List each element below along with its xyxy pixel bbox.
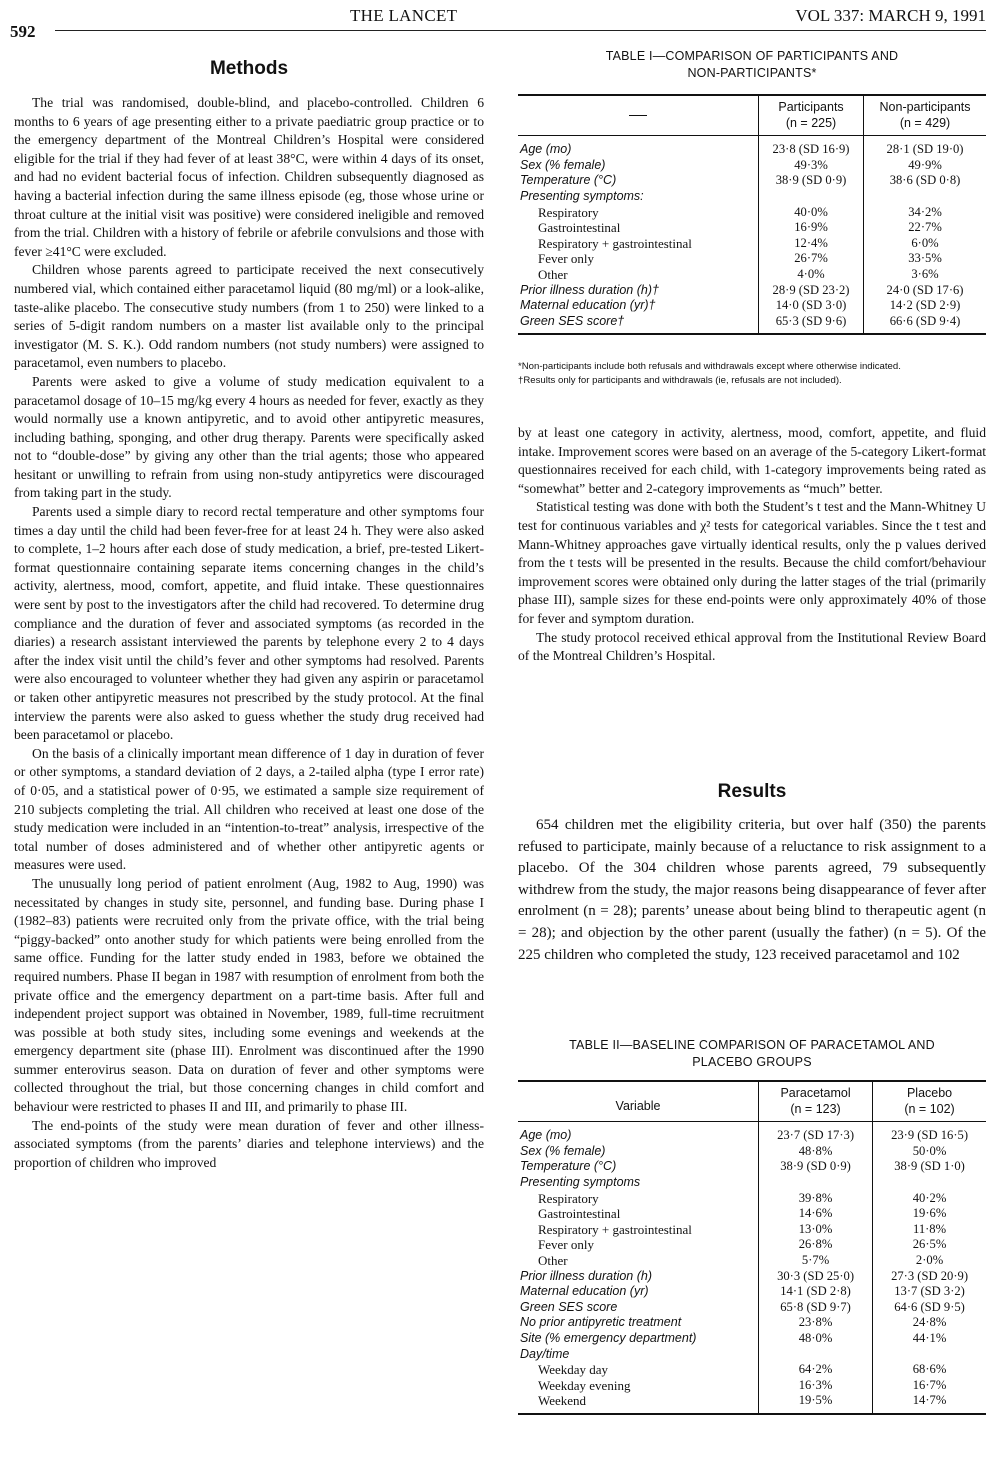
paragraph: by at least one category in activity, alertness, mood, comfort, appetite, and fluid intake. Improvement scores were based on an average of the 5-category Likert-format questionnaires received for each child, with 1-category improvements being rated as “somewhat” better and 2-category improvements as “much” better. [518,425,986,496]
cell-value [873,1347,986,1363]
paragraph: Parents were asked to give a volume of study medication equivalent to a paracetamol dosage of 10–15 mg/kg every 4 hours as needed for fever, exactly as they would normally use a known antipyretic, and to avoid other antipyretic measures, including bathing, sponging, and other drug therapy. Parents were specifically asked not to “double-dose” by giving any other than the trial agents; those who appeared hesitant or unwilling to refrain from using non-study antipyretics were discouraged from taking part in the study. [14,373,484,501]
cell-value [759,1347,873,1363]
table-row [518,298,986,314]
cell-value: 16·9% [759,220,864,236]
cell-value: 48·8% [759,1144,873,1160]
cell-value: 65·8 (SD 9·7) [759,1300,873,1316]
table-row [518,1362,986,1378]
cell-value: 13·0% [759,1222,873,1238]
table-row [518,1269,986,1285]
row-label: Weekend [518,1393,759,1414]
page-number: 592 [10,22,36,41]
table2-title [518,1037,986,1071]
cell-value: 14·1 (SD 2·8) [759,1284,873,1300]
cell-value: 28·1 (SD 19·0) [864,136,986,158]
cell-value [759,189,864,205]
cell-value: 38·9 (SD 0·9) [759,173,864,189]
cell-value: 2·0% [873,1253,986,1269]
table-row [518,173,986,189]
row-label: Other [538,1252,568,1268]
table-row [518,1331,986,1347]
cell-value: 39·8% [759,1191,873,1207]
row-label: Day/time [520,1346,570,1361]
results-heading: Results [717,781,787,802]
cell-value: 12·4% [759,236,864,252]
table-row [518,283,986,299]
cell-value: 40·2% [873,1191,986,1207]
table-row [518,1144,986,1160]
table1 [518,94,986,335]
row-label: Maternal education (yr) [520,1284,649,1299]
footnote: *Non-participants include both refusals and withdrawals except where otherwise indicated. [518,361,901,372]
table-row [518,220,986,236]
cell-value: 34·2% [864,205,986,221]
dash-mark [629,115,647,116]
table-row [518,158,986,174]
table-row [518,1122,986,1144]
paragraph: Children whose parents agreed to participate received the next consecutively numbered vial, which contained either paracetamol liquid (80 mg/ml) or a look-alike, taste-alike placebo. The consecutive study numbers (from 1 to 250) were linked to a series of 5-digit random numbers on a master list available only to the principal investigator (M. S. K.). Odd random numbers (not study numbers) were assigned to paracetamol, even numbers to placebo. [14,262,484,371]
table-row [518,1284,986,1300]
table2-title-line1: TABLE II—BASELINE COMPARISON OF PARACETAMOL AND [569,1038,935,1052]
table1-title [518,48,986,82]
row-label: Presenting symptoms: [520,188,644,203]
row-label: Site (% emergency department) [520,1330,697,1345]
cell-value: 38·6 (SD 0·8) [864,173,986,189]
cell-value: 14·2 (SD 2·9) [864,298,986,314]
cell-value: 13·7 (SD 3·2) [873,1284,986,1300]
row-label: Fever only [538,251,594,267]
cell-value [864,189,986,205]
col-header-line1: Placebo [906,1086,953,1100]
row-label: Other [538,266,568,282]
row-label: Respiratory + gastrointestinal [538,235,692,251]
table2-col-header-paracetamol [759,1081,873,1122]
cell-value: 23·8 (SD 16·9) [759,136,864,158]
cell-value: 11·8% [873,1222,986,1238]
col-header-line1: Non-participants [879,100,971,114]
col-header-line1: Paracetamol [780,1086,851,1100]
table-row [518,189,986,205]
table2-col-header-placebo [873,1081,986,1122]
cell-value: 24·8% [873,1315,986,1331]
table1-footnotes [518,360,986,388]
table2-variable-header: Variable [518,1081,759,1122]
cell-value: 27·3 (SD 20·9) [873,1269,986,1285]
row-label: Weekday day [538,1362,609,1378]
footnote: †Results only for participants and withdrawals (ie, refusals are not included). [518,375,842,386]
row-label: Green SES score [520,1299,618,1314]
table-row [518,1175,986,1191]
paragraph: The unusually long period of patient enrolment (Aug, 1982 to Aug, 1990) was necessitated by changes in study site, personnel, and funding base. During phase I (1982–83) patients were recruited only from the private office, with the trial being “piggy-backed” onto another study for which patients were being enrolled from the same office. Funding for the latter study ended in 1983, before we obtained the required numbers. Phase II began in 1987 with resumption of enrolment from both the private office and the emergency department on a part-time basis. After full and independent project support was obtained in November, 1989, full-time recruitment was possible at both study sites, including some evenings and weekends at the emergency department site (phase III). Enrolment was discontinued after the 1990 summer enterovirus season. Data on duration of fever and other symptoms were collected throughout the trial, but those concerning changes in child comfort and behaviour were restricted to phases II and III, and primarily to phase III. [14,875,484,1115]
cell-value: 26·5% [873,1237,986,1253]
cell-value: 33·5% [864,251,986,267]
row-label: Gastrointestinal [538,1206,621,1222]
methods-continued [518,424,986,666]
paragraph: 654 children met the eligibility criteria, but over half (350) the parents refused to participate, mainly because of a reluctance to risk assignment to a placebo. Of the 304 children whose parents agreed, 79 subsequently withdrew from the study, the major reasons being disappearance of fever after enrolment (n = 28); parents’ unease about being blind to therapeutic agent (n = 28); and objection by the other parent (usually the father) (n = 5). Of the 225 children who completed the study, 123 received paracetamol and 102 [518,817,987,963]
paragraph: The study protocol received ethical approval from the Institutional Review Board of the Montreal Children’s Hospital. [518,629,986,664]
cell-value: 48·0% [759,1331,873,1347]
table1-title-line1: TABLE I—COMPARISON OF PARTICIPANTS AND [605,49,899,63]
cell-value: 64·6 (SD 9·5) [873,1300,986,1316]
col-header-line2: (n = 123) [790,1101,841,1116]
table-row [518,1253,986,1269]
row-label: Weekday evening [538,1377,631,1393]
cell-value: 5·7% [759,1253,873,1269]
cell-value: 49·3% [759,158,864,174]
table-row [518,1300,986,1316]
row-label: Respiratory + gastrointestinal [538,1221,692,1237]
cell-value: 14·7% [873,1393,986,1414]
row-label: No prior antipyretic treatment [520,1315,682,1330]
cell-value: 3·6% [864,267,986,283]
cell-value: 16·7% [873,1378,986,1394]
cell-value: 19·6% [873,1206,986,1222]
row-label: Fever only [538,1237,594,1253]
table-row [518,136,986,158]
row-label: Prior illness duration (h)† [520,282,659,297]
row-label: Prior illness duration (h) [520,1268,652,1283]
cell-value: 14·6% [759,1206,873,1222]
table-row [518,267,986,283]
table1-col-header-non-participants [864,95,986,136]
cell-value: 30·3 (SD 25·0) [759,1269,873,1285]
cell-value: 6·0% [864,236,986,252]
cell-value: 23·8% [759,1315,873,1331]
cell-value: 23·9 (SD 16·5) [873,1122,986,1144]
table-row [518,1378,986,1394]
cell-value: 4·0% [759,267,864,283]
results-body [518,815,986,966]
table-row [518,1191,986,1207]
row-label: Sex (% female) [520,1143,606,1158]
table2-title-line2: PLACEBO GROUPS [692,1055,812,1069]
journal-title: THE LANCET [350,6,458,25]
col-header-line2: (n = 429) [899,115,951,130]
table1-title-line2: NON-PARTICIPANTS* [687,66,817,80]
cell-value: 64·2% [759,1362,873,1378]
row-label: Age (mo) [520,1128,572,1143]
table-row [518,1206,986,1222]
row-label: Green SES score† [518,314,759,335]
volume-date: VOL 337: MARCH 9, 1991 [795,6,986,25]
row-label: Age (mo) [520,142,572,157]
cell-value: 38·9 (SD 0·9) [759,1159,873,1175]
cell-value: 26·8% [759,1237,873,1253]
cell-value: 22·7% [864,220,986,236]
row-label: Presenting symptoms [520,1174,641,1189]
table-row [518,1237,986,1253]
table-row [518,251,986,267]
table-row [518,1222,986,1238]
table1-empty-header [518,95,759,136]
cell-value: 14·0 (SD 3·0) [759,298,864,314]
cell-value: 66·6 (SD 9·4) [864,314,986,335]
row-label: Maternal education (yr)† [520,298,656,313]
paragraph: The end-points of the study were mean duration of fever and other illness-associated symptoms (from the parents’ diaries and telephone interviews) and the proportion of children who improved [14,1117,484,1170]
header-rule [55,30,986,31]
cell-value: 19·5% [759,1393,873,1414]
cell-value [873,1175,986,1191]
cell-value: 68·6% [873,1362,986,1378]
methods-heading: Methods [209,58,289,79]
col-header-line2: (n = 225) [785,115,837,130]
cell-value: 26·7% [759,251,864,267]
paragraph: The trial was randomised, double-blind, and placebo-controlled. Children 6 months to 6 years of age presenting either to a private paediatric group practice or to the emergency department of the Montreal Children’s Hospital were considered eligible for the trial if they had fever of at least 38°C, were within 4 days of its onset, and had no evident bacterial focus of infection. Children subsequently diagnosed as having a bacterial infection during the same illness episode (eg, those whose urine or throat culture at the initial visit was positive) were considered ineligible and removed from the trial. Children with a history of febrile or afebrile convulsions and those with fever ≥41°C were excluded. [14,95,484,259]
cell-value: 49·9% [864,158,986,174]
row-label: Sex (% female) [520,157,606,172]
methods-body [14,94,484,1172]
col-header-line1: Participants [778,100,844,114]
cell-value: 65·3 (SD 9·6) [759,314,864,335]
row-label: Respiratory [538,204,599,220]
row-label: Temperature (°C) [520,173,617,188]
cell-value: 16·3% [759,1378,873,1394]
cell-value [759,1175,873,1191]
cell-value: 44·1% [873,1331,986,1347]
table-row [518,1393,986,1414]
table-row [518,236,986,252]
table-row [518,1347,986,1363]
cell-value: 50·0% [873,1144,986,1160]
row-label: Temperature (°C) [520,1159,617,1174]
table-row [518,205,986,221]
cell-value: 24·0 (SD 17·6) [864,283,986,299]
table-row [518,1159,986,1175]
cell-value: 38·9 (SD 1·0) [873,1159,986,1175]
table1-col-header-participants [759,95,864,136]
col-header-line2: (n = 102) [904,1101,955,1116]
row-label: Gastrointestinal [538,220,621,236]
table-row [518,314,986,335]
paragraph: Statistical testing was done with both the Student’s t test and the Mann-Whitney U test for continuous variables and χ² tests for categorical variables. Since the t test and Mann-Whitney approaches gave virtually identical results, only the p values derived from the t tests will be presented in the results. Because the child comfort/behaviour improvement scores were obtained only during the latter stages of the trial (primarily phase III), sample sizes for these end-points were only approximately 40% of those for fever and symptom duration. [518,499,986,626]
row-label: Respiratory [538,1190,599,1206]
cell-value: 40·0% [759,205,864,221]
paragraph: On the basis of a clinically important mean difference of 1 day in duration of fever or other symptoms, a standard deviation of 2 days, a 2-tailed alpha (type I error rate) of 0·05, and a statistical power of 0·95, we estimated a sample size requirement of 210 subjects completing the trial. All children who received at least one dose of the study medication were included in an “intention-to-treat” analysis, irrespective of the total number of doses administered and of whether other antipyretic agents or measures were used. [14,745,484,873]
cell-value: 28·9 (SD 23·2) [759,283,864,299]
cell-value: 23·7 (SD 17·3) [759,1122,873,1144]
table2 [518,1080,986,1415]
table-row [518,1315,986,1331]
paragraph: Parents used a simple diary to record rectal temperature and other symptoms four times a day until the child had been fever-free for at least 24 h. They were also asked to complete, 1–2 hours after each dose of study medication, a brief, pre-tested Likert-format questionnaire containing separate items concerning changes in the child’s activity, alertness, mood, comfort, appetite, and fluid intake. These questionnaires were sent by post to the investigators after the child had recovered. To determine drug compliance and the duration of fever and associated symptoms (as recorded in the diaries) a research assistant interviewed the parents by telephone every 2 to 4 days after the index visit until the child’s fever and other symptoms had resolved. Parents were also encouraged to volunteer whether they had given any aspirin or paracetamol or taken other antipyretic measures not prescribed by the study protocol. At the final interview the parents were also asked to guess whether the study drug received had been paracetamol or placebo. [14,504,484,743]
